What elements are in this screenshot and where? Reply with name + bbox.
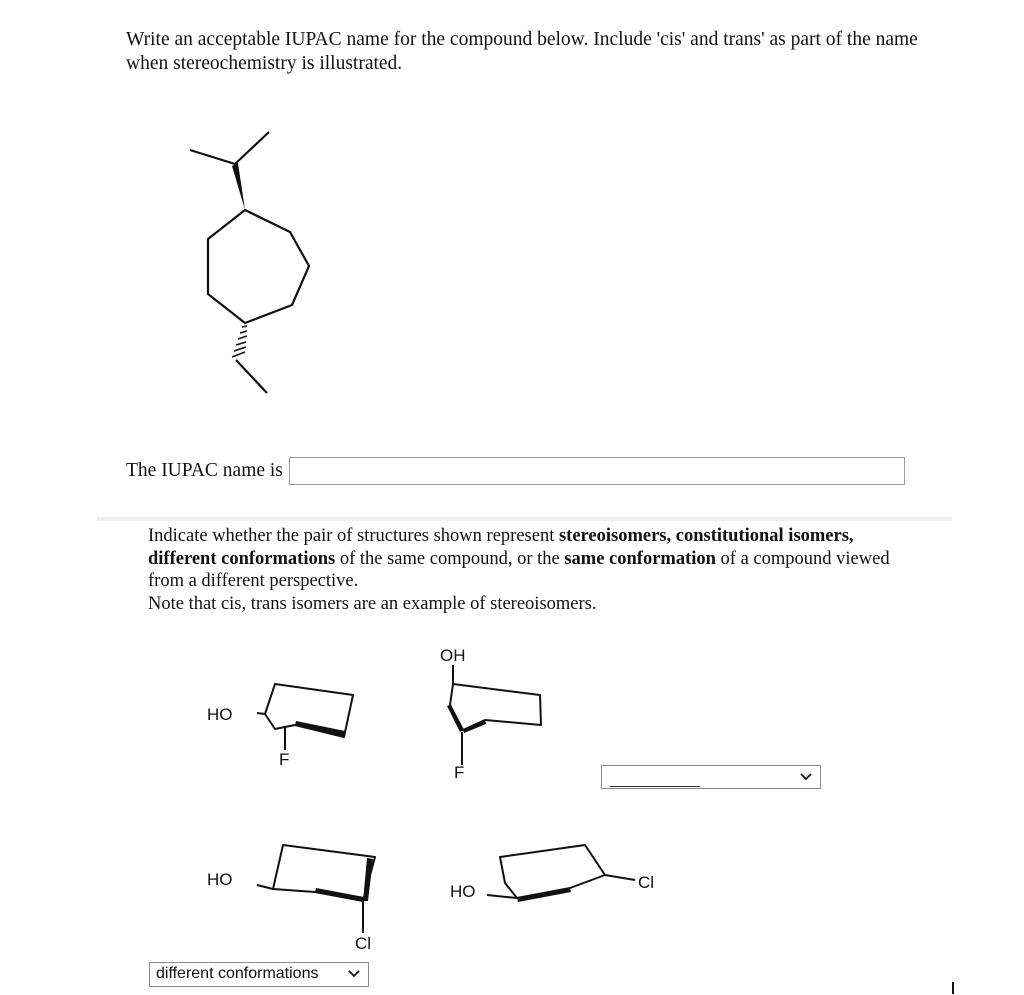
chair-2 — [450, 684, 541, 730]
section-divider — [97, 517, 952, 521]
wedge-bond — [232, 163, 245, 210]
pair2-cl-label-1: Cl — [355, 934, 372, 953]
pair2-cl-label-2: Cl — [638, 873, 655, 892]
chevron-down-icon — [798, 769, 814, 785]
isopropyl-methyl-right — [235, 132, 269, 164]
answer-label: The IUPAC name is — [126, 460, 283, 481]
question2-prompt: Indicate whether the pair of structures shown represent stereoisomers, constitutional isomers, different conformations of the same compound, or the same conformation of a compound viewed from a different perspective. Note that cis, trans isomers are an example of stereoisomers. — [148, 526, 890, 614]
iupac-name-input[interactable] — [289, 457, 905, 485]
chair-1 — [265, 684, 353, 737]
pair1-oh-label: OH — [440, 646, 466, 665]
cycloheptane-ring — [208, 210, 309, 323]
chevron-down-icon — [346, 966, 362, 982]
pair2-ho-label-2: HO — [450, 882, 476, 901]
text-cursor — [952, 982, 954, 994]
ethyl-methyl — [236, 360, 267, 393]
cycloheptane-structure — [180, 120, 330, 410]
chair-4 — [500, 845, 605, 898]
hash-bond — [232, 326, 247, 357]
pair1-structures — [195, 640, 555, 780]
pair1-relationship-select[interactable] — [601, 765, 821, 789]
question1-prompt: Write an acceptable IUPAC name for the compound below. Include 'cis' and trans' as part of the name when stereochemistry is illustrated. — [126, 29, 918, 74]
pair2-structures — [195, 835, 675, 960]
pair1-f-label-2: F — [454, 763, 465, 780]
isopropyl-methyl-left — [190, 150, 235, 164]
pair1-ho-label: HO — [207, 705, 233, 724]
pair2-ho-label-1: HO — [207, 870, 233, 889]
pair2-relationship-select[interactable]: different conformations — [149, 962, 369, 987]
question2-note: Note that cis, trans isomers are an example of stereoisomers. — [148, 593, 597, 614]
pair1-f-label-1: F — [279, 750, 290, 769]
answer-row — [126, 455, 905, 487]
